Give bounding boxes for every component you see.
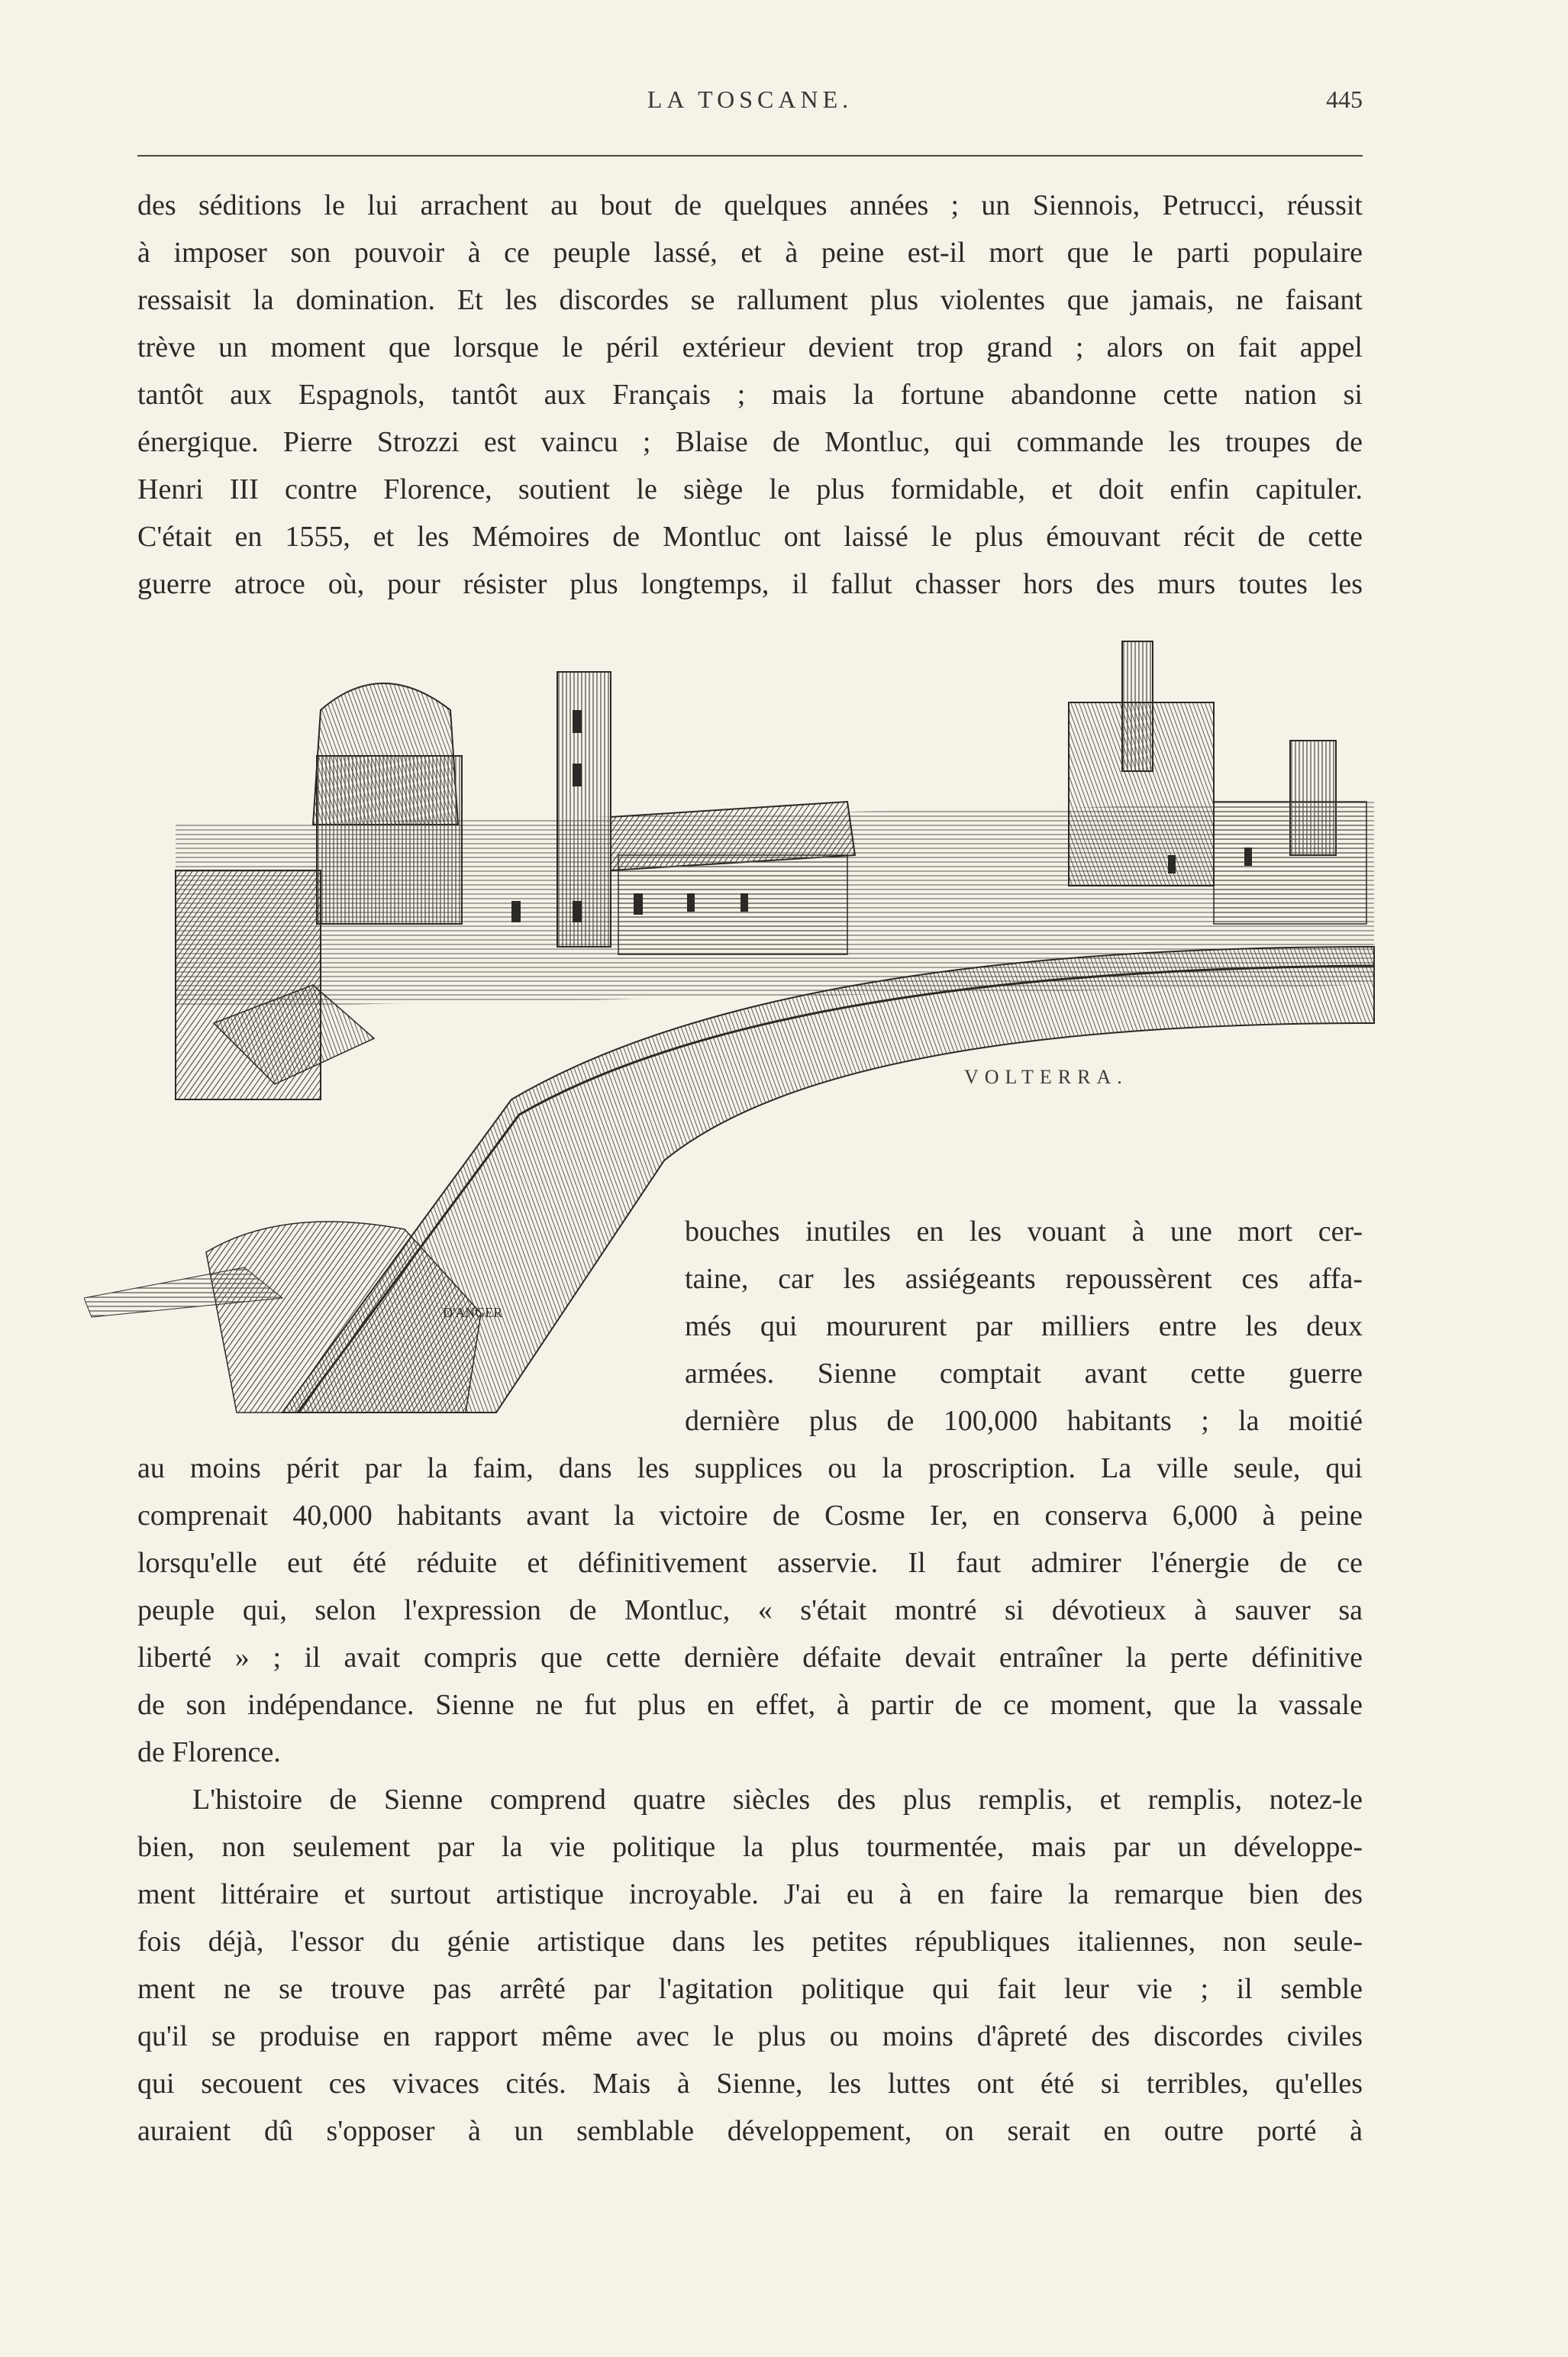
text-line: ressaisit la domination. Et les discordes se rallument plus violentes que jamais, ne faisant <box>137 284 1363 316</box>
text-line: més qui moururent par milliers entre les deux <box>685 1310 1363 1342</box>
bell-tower <box>557 672 611 947</box>
text-line: lorsqu'elle eut été réduite et définitivement asservie. Il faut admirer l'énergie de ce <box>137 1547 1363 1579</box>
text-line: guerre atroce où, pour résister plus longtemps, il fallut chasser hors des murs toutes les <box>137 568 1363 600</box>
text-line: qu'il se produise en rapport même avec le plus ou moins d'âpreté des discordes civiles <box>137 2020 1363 2052</box>
palazzo <box>1069 702 1214 886</box>
running-header <box>137 86 1363 131</box>
text-line: énergique. Pierre Strozzi est vaincu ; Blaise de Montluc, qui commande les troupes de <box>137 426 1363 458</box>
text-line: de Florence. <box>137 1736 281 1768</box>
volterra-engraving <box>84 626 1382 1420</box>
text-line: au moins périt par la faim, dans les supplices ou la proscription. La ville seule, qui <box>137 1452 1363 1484</box>
text-line: liberté » ; il avait compris que cette dernière défaite devait entraîner la perte définitive <box>137 1642 1363 1674</box>
text-line: taine, car les assiégeants repoussèrent ces affa- <box>685 1263 1363 1295</box>
text-line: qui secouent ces vivaces cités. Mais à Sienne, les luttes ont été si terribles, qu'elles <box>137 2068 1363 2100</box>
running-title: LA TOSCANE. <box>647 86 853 113</box>
page-number: 445 <box>1326 86 1363 113</box>
text-line: dernière plus de 100,000 habitants ; la moitié <box>685 1405 1363 1437</box>
text-line: comprenait 40,000 habitants avant la victoire de Cosme Ier, en conserva 6,000 à peine <box>137 1500 1363 1532</box>
text-line: tantôt aux Espagnols, tantôt aux Français ; mais la fortune abandonne cette nation si <box>137 379 1363 411</box>
text-line: trève un moment que lorsque le péril extérieur devient trop grand ; alors on fait appel <box>137 331 1363 363</box>
text-line: ment ne se trouve pas arrêté par l'agitation politique qui fait leur vie ; il semble <box>137 1973 1363 2005</box>
text-line: des séditions le lui arrachent au bout de quelques années ; un Siennois, Petrucci, réussit <box>137 189 1363 221</box>
text-line: Henri III contre Florence, soutient le siège le plus formidable, et doit enfin capituler. <box>137 473 1363 505</box>
text-line: à imposer son pouvoir à ce peuple lassé, et à peine est-il mort que le parti populaire <box>137 237 1363 269</box>
baptistery-body <box>317 756 462 924</box>
artist-signature: D'ANGER <box>443 1305 503 1320</box>
text-line: L'histoire de Sienne comprend quatre siècles des plus remplis, et remplis, notez-le <box>192 1784 1363 1816</box>
text-line: auraient dû s'opposer à un semblable développement, on serait en outre porté à <box>137 2115 1363 2147</box>
text-line: C'était en 1555, et les Mémoires de Montluc ont laissé le plus émouvant récit de cette <box>137 521 1363 553</box>
text-line: fois déjà, l'essor du génie artistique dans les petites républiques italiennes, non seule- <box>137 1926 1363 1958</box>
text-line: armées. Sienne comptait avant cette guerre <box>685 1358 1363 1390</box>
text-line: bien, non seulement par la vie politique la plus tourmentée, mais par un développe- <box>137 1831 1363 1863</box>
text-line: peuple qui, selon l'expression de Montluc, « s'était montré si dévotieux à sauver sa <box>137 1594 1363 1626</box>
header-rule <box>137 155 1363 157</box>
text-line: bouches inutiles en les vouant à une mort cer- <box>685 1216 1363 1248</box>
illustration-caption: VOLTERRA. <box>964 1066 1128 1088</box>
text-line: ment littéraire et surtout artistique incroyable. J'ai eu à en faire la remarque bien des <box>137 1878 1363 1910</box>
text-line: de son indépendance. Sienne ne fut plus en effet, à partir de ce moment, que la vassale <box>137 1689 1363 1721</box>
